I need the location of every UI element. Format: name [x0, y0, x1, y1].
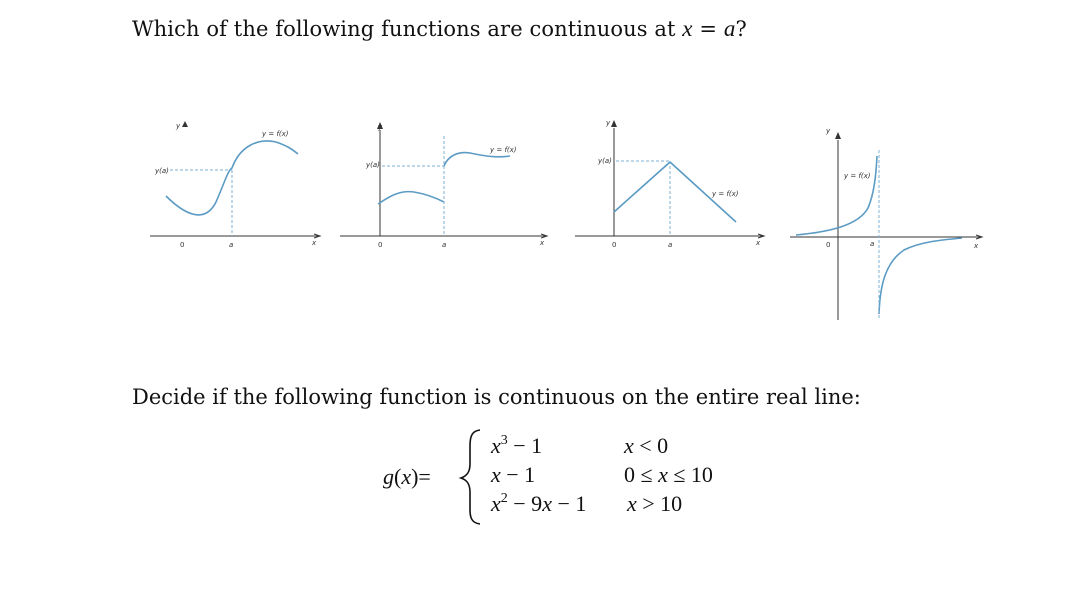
- graph-1-f-label: y = f(x): [262, 130, 289, 138]
- piece-row-2-cond: 0 ≤ x ≤ 10: [624, 462, 713, 487]
- graph-1-y-label: y: [176, 122, 181, 130]
- graph-2-a-label: a: [442, 241, 447, 249]
- graph-4-x-label: x: [974, 242, 979, 250]
- question-2: Decide if the following function is continuous on the entire real line:: [132, 385, 861, 409]
- piece-row-1-cond: x < 0: [624, 433, 669, 458]
- graph-4-origin-label: 0: [826, 241, 831, 249]
- graph-2-y-label: y: [378, 123, 383, 131]
- graph-1-x-label: x: [312, 239, 317, 247]
- graph-2-origin-label: 0: [378, 241, 383, 249]
- graph-4-a-label: a: [870, 240, 875, 248]
- question-1-var-x: x: [682, 16, 693, 41]
- piece-row-1-expr: $x^3 - 1$: [491, 433, 543, 458]
- question-1-end: ?: [735, 17, 747, 41]
- graph-1-origin-label: 0: [180, 241, 185, 249]
- graph-3-a-label: a: [668, 241, 673, 249]
- piece-row-3-cond: x > 10: [627, 491, 683, 516]
- graph-1-ya-label: y(a): [155, 167, 169, 175]
- graph-3-ya-label: y(a): [598, 157, 612, 165]
- graph-3-origin-label: 0: [612, 241, 617, 249]
- graph-3-f-label: y = f(x): [712, 190, 739, 198]
- question-1-var-a: a: [723, 16, 736, 41]
- graph-2-ya-label: y(a): [366, 161, 380, 169]
- graph-3-y-label: y: [606, 119, 611, 127]
- graph-4-f-label: y = f(x): [844, 172, 871, 180]
- piecewise-lhs: g(x)=: [383, 464, 431, 489]
- piece-row-2-expr: x − 1: [491, 462, 536, 487]
- graph-2-x-label: x: [540, 239, 545, 247]
- graph-2-f-label: y = f(x): [490, 146, 517, 154]
- graph-3-x-label: x: [756, 239, 761, 247]
- graph-1-a-label: a: [229, 241, 234, 249]
- question-1-eq: =: [692, 17, 724, 41]
- question-1-lead: Which of the following functions are continuous at: [132, 17, 683, 41]
- graph-4-y-label: y: [826, 127, 831, 135]
- piece-row-3-expr: $x^2 - 9x - 1$: [491, 491, 587, 516]
